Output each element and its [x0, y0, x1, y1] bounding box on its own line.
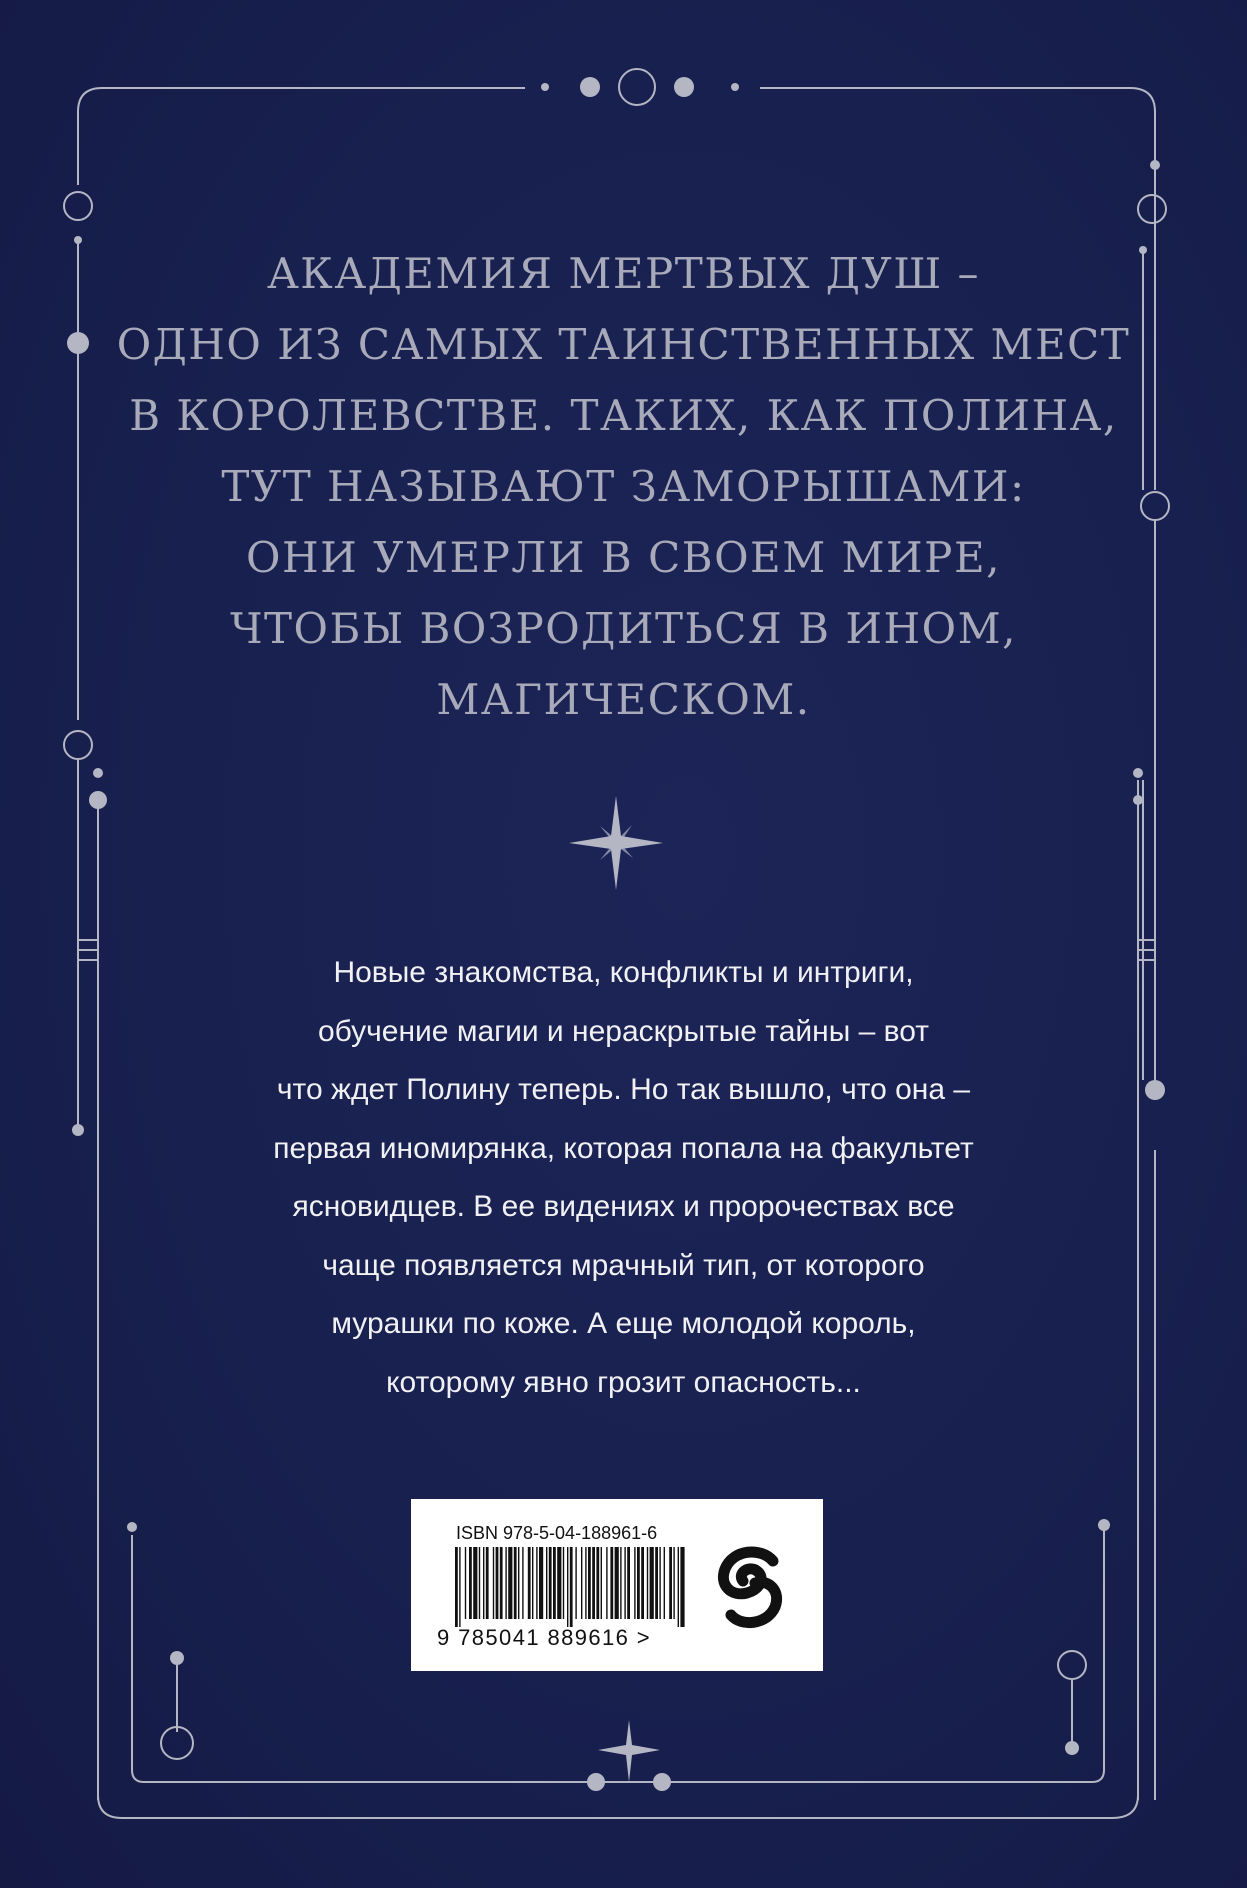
barcode-bar: [546, 1547, 547, 1619]
tagline: [110, 238, 1137, 735]
barcode-bar: [592, 1547, 595, 1619]
barcode-bar: [539, 1547, 543, 1619]
barcode-bar: [650, 1547, 654, 1619]
tagline-line: В КОРОЛЕВСТВЕ. ТАКИХ, КАК ПОЛИНА,: [129, 391, 1118, 440]
barcode-bar: [588, 1547, 591, 1619]
barcode-bar: [500, 1547, 503, 1619]
barcode-bar: [570, 1547, 573, 1627]
blurb-line: мурашки по коже. А еще молодой король,: [331, 1307, 916, 1340]
small-star-icon: [598, 1720, 660, 1782]
barcode-bar: [624, 1547, 625, 1619]
barcode-bar: [637, 1547, 640, 1619]
barcode-bar: [518, 1547, 519, 1619]
blurb: [180, 944, 1067, 1412]
barcode-bar: [585, 1547, 586, 1619]
barcode-bar: [473, 1547, 477, 1619]
barcode-bar: [664, 1547, 665, 1619]
barcode-bar: [680, 1547, 684, 1627]
barcode-bar: [575, 1547, 576, 1619]
tagline-line: ЧТОБЫ ВОЗРОДИТЬСЯ В ИНОМ,: [230, 604, 1017, 653]
barcode-bar: [563, 1547, 564, 1619]
barcode-bar: [549, 1547, 552, 1619]
barcode-bar: [615, 1547, 619, 1619]
blurb-line: обучение магии и нераскрытые тайны – вот: [317, 1014, 930, 1048]
tagline-line: ОДНО ИЗ САМЫХ ТАИНСТВЕННЫХ МЕСТ: [116, 320, 1131, 369]
barcode-bar: [669, 1547, 672, 1619]
barcode-bar: [581, 1547, 582, 1619]
barcode-bar: [655, 1547, 658, 1619]
publisher-logo-icon: [711, 1539, 791, 1635]
tagline-line: АКАДЕМИЯ МЕРТВЫХ ДУШ –: [267, 249, 980, 298]
barcode-bar: [553, 1547, 556, 1619]
barcode-bar: [465, 1547, 466, 1619]
blurb-line: Новые знакомства, конфликты и интриги,: [333, 956, 914, 989]
barcode-bar: [641, 1547, 644, 1619]
blurb-line: которому явно грозит опасность...: [386, 1365, 861, 1399]
blurb-line: первая иномирянка, которая попала на факультет: [273, 1131, 974, 1165]
barcode-bar: [647, 1547, 648, 1619]
barcode-bar: [496, 1547, 499, 1619]
barcode-bar: [610, 1547, 613, 1619]
barcode-bar: [522, 1547, 523, 1619]
tagline-line: МАГИЧЕСКОМ.: [436, 675, 811, 724]
isbn-digits: 9 785041 889616 >: [437, 1625, 652, 1650]
barcode-bar: [557, 1547, 561, 1619]
isbn-barcode-box: [411, 1499, 823, 1671]
barcode-bar: [508, 1547, 512, 1619]
barcode-bar: [528, 1547, 531, 1619]
blurb-line: ясновидцев. В ее видениях и пророчествах все: [292, 1190, 955, 1223]
barcode-bar: [479, 1547, 480, 1619]
barcode-bar: [505, 1547, 506, 1619]
barcode-bar: [486, 1547, 489, 1619]
tagline-line: ОНИ УМЕРЛИ В СВОЕМ МИРЕ,: [246, 533, 1001, 582]
barcode-bar: [514, 1547, 517, 1619]
barcode-icon: [455, 1547, 685, 1627]
barcode-bar: [459, 1547, 460, 1627]
tagline-line: ТУТ НАЗЫВАЮТ ЗАМОРЫШАМИ:: [221, 462, 1026, 511]
barcode-bar: [455, 1547, 458, 1627]
barcode-bar: [659, 1547, 660, 1619]
barcode-bar: [483, 1547, 484, 1619]
barcode-bar: [596, 1547, 599, 1619]
blurb-line: что ждет Полину теперь. Но так вышло, что она –: [276, 1073, 971, 1106]
barcode-bar: [493, 1547, 494, 1619]
barcode-bar: [627, 1547, 630, 1619]
blurb-line: чаще появляется мрачный тип, от которого: [322, 1248, 925, 1282]
barcode-bar: [673, 1547, 674, 1619]
barcode-bar: [601, 1547, 602, 1619]
barcode-bar: [532, 1547, 533, 1619]
barcode-bar: [606, 1547, 607, 1619]
barcode-bar: [678, 1547, 679, 1627]
barcode-bar: [620, 1547, 621, 1619]
barcode-bar: [634, 1547, 635, 1619]
isbn-label: ISBN 978-5-04-188961-6: [456, 1523, 658, 1543]
barcode-bar: [469, 1547, 472, 1619]
star-icon: [569, 796, 663, 890]
barcode-bar: [567, 1547, 568, 1627]
barcode-bar: [536, 1547, 537, 1619]
